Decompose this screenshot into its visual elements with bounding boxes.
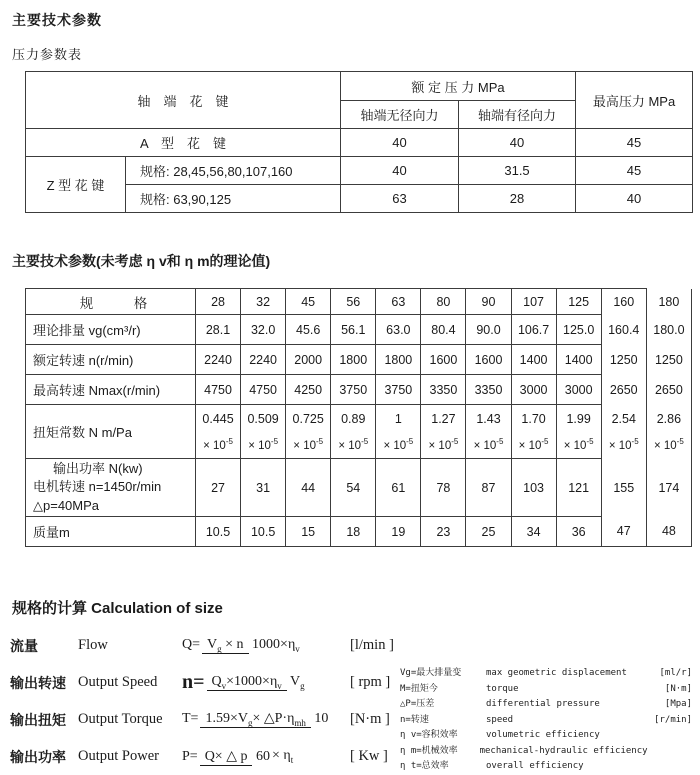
table-cell: 28: [459, 185, 576, 213]
table-cell: 18: [331, 517, 376, 547]
section-title-calculation: 规格的计算 Calculation of size: [12, 600, 223, 617]
pressure-row-z-label: Z 型 花 键: [26, 157, 126, 213]
formula-row-flow: [10, 628, 400, 663]
table-cell: 40: [576, 185, 693, 213]
table-cell: 1.70 × $10^{-5}$: [511, 405, 556, 459]
spec-corner-header: 规 格: [26, 289, 196, 315]
formula-numerator: $V_g \times n$: [202, 637, 249, 654]
formula-numerator: $1.59\times V_g\times$ $\triangle P\cdot\eta_{mh}$: [200, 711, 310, 728]
table-cell: 31: [241, 459, 286, 517]
legend-unit: [r/min]: [654, 714, 692, 725]
table-cell: 174: [646, 459, 691, 517]
table-cell: 27: [196, 459, 241, 517]
formula-denominator: 10: [314, 710, 329, 726]
formula-list: [10, 626, 400, 775]
formula-numerator: $Q_v\times 1000\times\eta_v$: [207, 674, 287, 691]
formula-lhs: T=: [182, 711, 199, 727]
formula-denominator: $V_g$: [290, 673, 305, 691]
spec-row-label: 扭矩常数 N m/Pa: [26, 405, 196, 459]
pressure-header-no-radial: 轴端无径向力: [341, 101, 459, 129]
table-row: [26, 405, 692, 459]
table-cell: 1400: [556, 345, 601, 375]
formula-zh-label: 输出功率: [10, 748, 66, 765]
table-cell: 3750: [376, 375, 421, 405]
legend-unit: [ml/r]: [659, 668, 692, 678]
table-cell: 56.1: [331, 315, 376, 345]
legend-description: speed: [486, 714, 514, 725]
table-cell: 2.54 × $10^{-5}$: [601, 405, 646, 459]
formula-lhs: P=: [182, 748, 198, 764]
table-cell: 4750: [241, 375, 286, 405]
formula-row-output-torque: [10, 702, 400, 737]
pressure-row-z2-spec: 规格: 63,90,125: [126, 185, 341, 213]
formula-en-label: Flow: [78, 637, 108, 653]
legend-symbol: △P=压差: [400, 699, 435, 709]
table-cell: 1.99 × $10^{-5}$: [556, 405, 601, 459]
spec-size-header: 90: [466, 289, 511, 315]
legend-unit: [N·m]: [664, 683, 692, 694]
table-cell: 160.4: [601, 315, 646, 345]
spec-table: [25, 288, 692, 547]
spec-size-header: 125: [556, 289, 601, 315]
table-cell: 2650: [646, 375, 691, 405]
table-row: [26, 157, 693, 185]
spec-size-header: 180: [646, 289, 691, 315]
table-cell: 3000: [556, 375, 601, 405]
legend-row: [400, 666, 692, 682]
spec-row-label: 额定转速 n(r/min): [26, 345, 196, 375]
pressure-header-max: 最高压力 MPa: [576, 72, 693, 129]
legend-unit: [644, 759, 692, 775]
formula-expression: [182, 710, 342, 729]
formula-row-output-power: [10, 739, 400, 774]
table-cell: 106.7: [511, 315, 556, 345]
table-cell: 32.0: [241, 315, 286, 345]
table-cell: 25: [466, 517, 511, 547]
table-cell: 31.5: [459, 157, 576, 185]
table-row: [26, 185, 693, 213]
table-cell: 1600: [466, 345, 511, 375]
table-cell: 125.0: [556, 315, 601, 345]
spec-row-label: 理论排量 vg(cm³/r): [26, 315, 196, 345]
table-cell: 3750: [331, 375, 376, 405]
table-cell: 3000: [511, 375, 556, 405]
legend-symbol: η t=总效率: [400, 761, 449, 771]
formula-lhs: Q=: [182, 637, 201, 653]
table-cell: 1.27 × $10^{-5}$: [421, 405, 466, 459]
table-cell: 0.445 × $10^{-5}$: [196, 405, 241, 459]
table-cell: 1 × $10^{-5}$: [376, 405, 421, 459]
formula-expression: [182, 636, 342, 655]
formula-unit: [ rpm ]: [350, 674, 391, 690]
table-cell: 28.1: [196, 315, 241, 345]
table-cell: 0.89 × $10^{-5}$: [331, 405, 376, 459]
table-cell: 0.725 × $10^{-5}$: [286, 405, 331, 459]
table-cell: 63: [341, 185, 459, 213]
legend-row: [400, 713, 692, 729]
legend-unit: [Mpa]: [664, 699, 692, 709]
spec-size-header: 80: [421, 289, 466, 315]
table-cell: 10.5: [196, 517, 241, 547]
legend-unit: [648, 744, 692, 760]
table-cell: 1.43 × $10^{-5}$: [466, 405, 511, 459]
spec-size-header: 63: [376, 289, 421, 315]
pressure-row-z1-spec: 规格: 28,45,56,80,107,160: [126, 157, 341, 185]
table-cell: 45.6: [286, 315, 331, 345]
table-cell: 3350: [466, 375, 511, 405]
table-cell: 4250: [286, 375, 331, 405]
table-cell: 155: [601, 459, 646, 517]
formula-zh-label: 输出转速: [10, 674, 66, 691]
spec-size-header: 56: [331, 289, 376, 315]
formula-tail: × $\eta_t$: [271, 748, 294, 765]
formula-en-label: Output Speed: [78, 674, 158, 690]
formula-denominator: $1000\times\eta_v$: [252, 636, 300, 654]
table-cell: 3350: [421, 375, 466, 405]
table-cell: 0.509 × $10^{-5}$: [241, 405, 286, 459]
table-cell: 121: [556, 459, 601, 517]
table-cell: 61: [376, 459, 421, 517]
legend-description: volumetric efficiency: [486, 730, 600, 740]
table-cell: 90.0: [466, 315, 511, 345]
spec-row-label: 输出功率 N(kw) 电机转速 n=1450r/min △p=40MPa: [26, 459, 196, 517]
formula-lhs: n=: [182, 671, 205, 693]
table-cell: 34: [511, 517, 556, 547]
legend-description: differential pressure: [486, 699, 600, 709]
table-cell: 180.0: [646, 315, 691, 345]
table-cell: 45: [576, 157, 693, 185]
table-cell: 80.4: [421, 315, 466, 345]
spec-size-header: 160: [601, 289, 646, 315]
pressure-header-with-radial: 轴端有径向力: [459, 101, 576, 129]
formula-unit: [l/min ]: [350, 637, 394, 653]
table-cell: 47: [601, 517, 646, 547]
table-cell: 45: [576, 129, 693, 157]
spec-size-header: 107: [511, 289, 556, 315]
table-cell: 2650: [601, 375, 646, 405]
formula-row-output-speed: [10, 665, 400, 700]
pressure-table: [25, 71, 693, 213]
table-cell: 19: [376, 517, 421, 547]
table-cell: 87: [466, 459, 511, 517]
table-cell: 103: [511, 459, 556, 517]
section-title-spec-params: 主要技术参数(未考虑 η v和 η m的理论值): [12, 253, 271, 269]
formula-zh-label: 输出扭矩: [10, 711, 66, 728]
table-cell: 1600: [421, 345, 466, 375]
table-header-row: [26, 289, 692, 315]
spec-size-header: 45: [286, 289, 331, 315]
table-cell: 4750: [196, 375, 241, 405]
formula-zh-label: 流量: [10, 637, 38, 654]
table-cell: 2240: [196, 345, 241, 375]
table-cell: 2.86 × $10^{-5}$: [646, 405, 691, 459]
spec-row-label: 最高转速 Nmax(r/min): [26, 375, 196, 405]
formula-unit: [N·m ]: [350, 711, 390, 727]
formula-en-label: Output Power: [78, 748, 159, 764]
table-cell: 36: [556, 517, 601, 547]
table-cell: 40: [341, 129, 459, 157]
table-cell: 40: [341, 157, 459, 185]
table-row: [26, 129, 693, 157]
table-cell: 78: [421, 459, 466, 517]
spec-row-label: 质量m: [26, 517, 196, 547]
spec-size-header: 28: [196, 289, 241, 315]
legend-row: [400, 728, 692, 744]
table-cell: 10.5: [241, 517, 286, 547]
legend-row: [400, 697, 692, 713]
pressure-header-spline: 轴 端 花 键: [26, 72, 341, 129]
legend-row: [400, 744, 692, 760]
table-cell: 2000: [286, 345, 331, 375]
formula-fraction: [207, 673, 305, 692]
legend-symbol: η v=容积效率: [400, 730, 458, 740]
pressure-table-caption: 压力参数表: [12, 47, 83, 62]
table-cell: 15: [286, 517, 331, 547]
table-cell: 40: [459, 129, 576, 157]
spec-size-header: 32: [241, 289, 286, 315]
table-cell: 63.0: [376, 315, 421, 345]
table-cell: 1800: [331, 345, 376, 375]
calculation-section: [10, 626, 692, 775]
pressure-row-a-label: A 型 花 键: [26, 129, 341, 157]
legend-description: overall efficiency: [486, 761, 584, 771]
formula-unit: [ Kw ]: [350, 748, 388, 764]
legend: [400, 666, 692, 775]
table-cell: 2240: [241, 345, 286, 375]
formula-fraction: [202, 636, 300, 655]
table-cell: 1250: [601, 345, 646, 375]
table-row: [26, 345, 692, 375]
legend-description: max geometric displacement: [486, 668, 627, 678]
table-cell: 1400: [511, 345, 556, 375]
formula-fraction: [200, 710, 328, 729]
legend-description: mechanical-hydraulic efficiency: [479, 745, 648, 756]
formula-numerator: Q× △ p: [200, 749, 253, 766]
legend-row: [400, 759, 692, 775]
table-cell: 23: [421, 517, 466, 547]
legend-symbol: η m=机械效率: [400, 745, 458, 756]
legend-symbol: n=转速: [400, 714, 429, 725]
legend-symbol: M=扭矩今: [400, 683, 438, 694]
table-cell: 48: [646, 517, 691, 547]
table-row: [26, 459, 692, 517]
table-row: [26, 375, 692, 405]
legend-description: torque: [486, 683, 519, 694]
section-title-main-params: 主要技术参数: [12, 12, 102, 28]
table-cell: 44: [286, 459, 331, 517]
table-cell: 1250: [646, 345, 691, 375]
table-cell: 54: [331, 459, 376, 517]
legend-symbol: Vg=最大排量变: [400, 668, 462, 678]
pressure-header-rated: 额 定 压 力 MPa: [341, 72, 576, 101]
formula-denominator: 60: [255, 748, 270, 764]
table-cell: 1800: [376, 345, 421, 375]
formula-en-label: Output Torque: [78, 711, 163, 727]
table-row: [26, 315, 692, 345]
legend-row: [400, 682, 692, 698]
legend-unit: [644, 728, 692, 744]
formula-expression: [182, 671, 342, 694]
table-row: [26, 517, 692, 547]
